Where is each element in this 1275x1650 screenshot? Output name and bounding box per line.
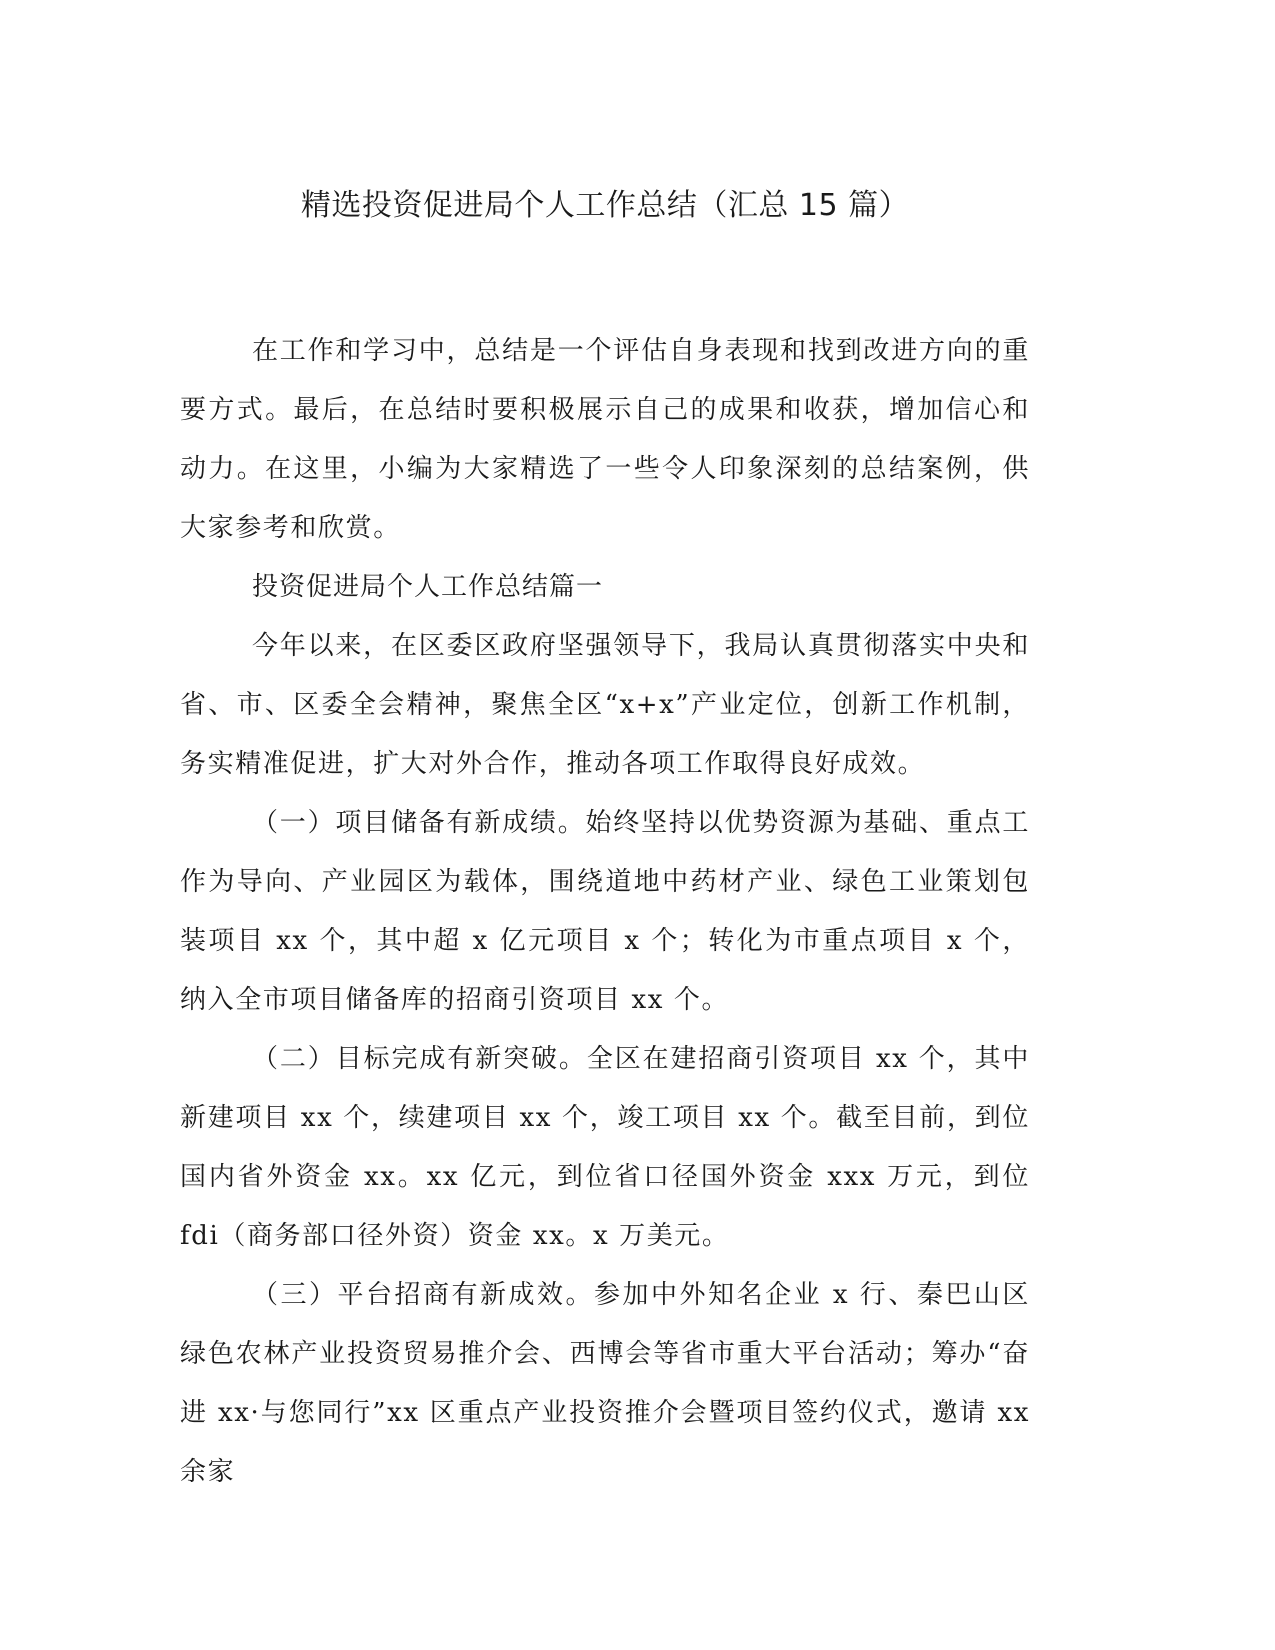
- body-paragraph: 今年以来，在区委区政府坚强领导下，我局认真贯彻落实中央和省、市、区委全会精神，聚焦全区“x+x”产业定位，创新工作机制，务实精准促进，扩大对外合作，推动各项工作取得良好成效。: [180, 631, 1030, 779]
- body-paragraph: （一）项目储备有新成绩。始终坚持以优势资源为基础、重点工作为导向、产业园区为载体，围绕道地中药材产业、绿色工业策划包装项目 xx 个，其中超 x 亿元项目 x 个；转化为市重点项目 x 个，纳入全市项目储备库的招商引资项目 xx 个。: [180, 808, 1030, 1015]
- intro-paragraph: 在工作和学习中，总结是一个评估自身表现和找到改进方向的重要方式。最后，在总结时要积极展示自己的成果和收获，增加信心和动力。在这里，小编为大家精选了一些令人印象深刻的总结案例，供大家参考和欣赏。: [180, 336, 1030, 543]
- body-paragraph: （二）目标完成有新突破。全区在建招商引资项目 xx 个，其中新建项目 xx 个，续建项目 xx 个，竣工项目 xx 个。截至目前，到位国内省外资金 xx。xx 亿元，到位省口径国外资金 xxx 万元，到位 fdi（商务部口径外资）资金 xx。x 万美元。: [180, 1044, 1030, 1251]
- section-heading: 投资促进局个人工作总结篇一: [252, 572, 604, 602]
- document-body: [180, 322, 1030, 1502]
- document-title: 精选投资促进局个人工作总结（汇总 15 篇）: [300, 188, 910, 223]
- body-paragraph: （三）平台招商有新成效。参加中外知名企业 x 行、秦巴山区绿色农林产业投资贸易推介会、西博会等省市重大平台活动；筹办“奋进 xx·与您同行”xx 区重点产业投资推介会暨项目签约仪式，邀请 xx 余家: [180, 1280, 1030, 1487]
